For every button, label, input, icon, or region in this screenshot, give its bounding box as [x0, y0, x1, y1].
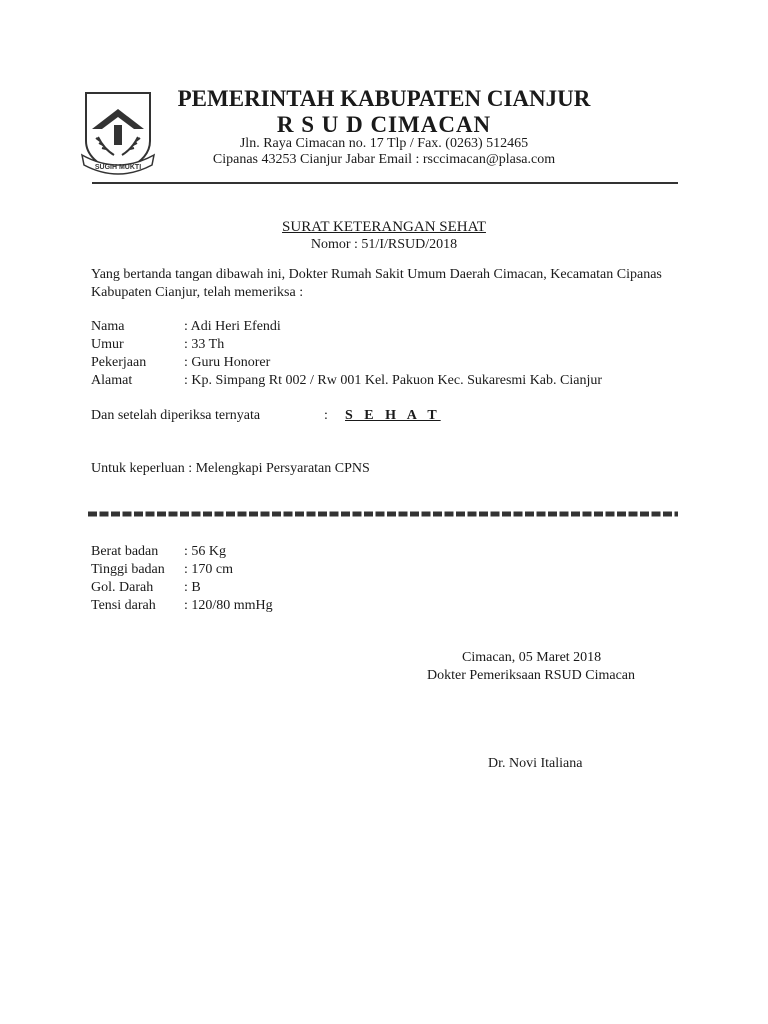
intro-line1: Yang bertanda tangan dibawah ini, Dokter Rumah Sakit Umum Daerah Cimacan, Kecamatan Cipanas	[91, 267, 662, 282]
signature-position: Dokter Pemeriksaan RSUD Cimacan	[427, 668, 636, 683]
patient-job-value: : Guru Honorer	[184, 355, 271, 370]
patient-name-value: : Adi Heri Efendi	[184, 319, 281, 334]
signature-name: Dr. Novi Italiana	[488, 756, 583, 771]
weight-label: Berat badan	[91, 544, 159, 559]
patient-age-label: Umur	[91, 337, 124, 352]
dashed-separator	[88, 511, 678, 517]
patient-name-label: Nama	[91, 319, 125, 334]
header-address-line2: Cipanas 43253 Cianjur Jabar Email : rsccimacan@plasa.com	[212, 152, 556, 167]
purpose-text: Untuk keperluan : Melengkapi Persyaratan CPNS	[91, 461, 370, 476]
header-divider	[92, 182, 678, 184]
weight-value: : 56 Kg	[184, 544, 226, 559]
letter-number: Nomor : 51/I/RSUD/2018	[310, 237, 458, 252]
blood-pressure-label: Tensi darah	[91, 598, 156, 613]
blood-type-value: : B	[184, 580, 201, 595]
blood-type-label: Gol. Darah	[91, 580, 154, 595]
letter-title: SURAT KETERANGAN SEHAT	[282, 219, 486, 235]
result-colon: :	[324, 408, 328, 423]
header-hospital: R S U D CIMACAN	[276, 112, 492, 137]
result-label: Dan setelah diperiksa ternyata	[91, 408, 261, 423]
signature-place-date: Cimacan, 05 Maret 2018	[462, 650, 602, 665]
patient-job-label: Pekerjaan	[91, 355, 147, 370]
height-value: : 170 cm	[184, 562, 233, 577]
patient-address-label: Alamat	[91, 373, 133, 388]
height-label: Tinggi badan	[91, 562, 165, 577]
regency-emblem-icon	[80, 89, 156, 179]
result-value: S E H A T	[345, 408, 441, 423]
intro-line2: Kabupaten Cianjur, telah memeriksa :	[91, 285, 304, 300]
emblem-motto: SUGIH MUKTI	[94, 164, 142, 171]
patient-age-value: : 33 Th	[184, 337, 225, 352]
header-address-line1: Jln. Raya Cimacan no. 17 Tlp / Fax. (0263) 512465	[239, 136, 529, 151]
blood-pressure-value: : 120/80 mmHg	[184, 598, 273, 613]
patient-address-value: : Kp. Simpang Rt 002 / Rw 001 Kel. Pakuon Kec. Sukaresmi Kab. Cianjur	[184, 373, 603, 388]
header-government: PEMERINTAH KABUPATEN CIANJUR	[177, 86, 591, 111]
